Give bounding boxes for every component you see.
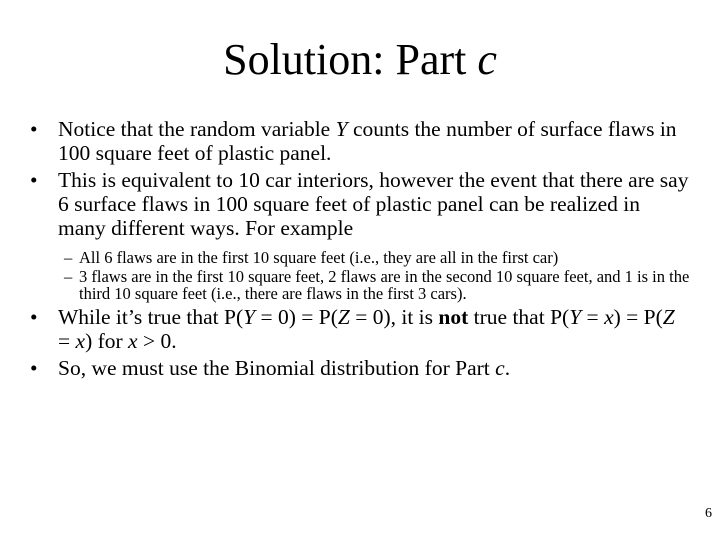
bullet-text: = 0) = P( bbox=[255, 304, 338, 329]
title-text: Solution: Part bbox=[223, 35, 478, 84]
bullet-text: ) for bbox=[85, 328, 129, 353]
variable-z: Z bbox=[662, 304, 675, 329]
bullet-text: This is equivalent to 10 car interiors, however the event that there are say 6 surface flaws in 100 square feet of plastic panel can be realized in many different ways. For example bbox=[58, 168, 689, 240]
variable-x: x bbox=[128, 328, 138, 353]
bullet-text: = bbox=[581, 304, 605, 329]
bullet-text: Notice that the random variable bbox=[58, 117, 336, 141]
bullet-text: . bbox=[504, 355, 511, 380]
bullet-item bbox=[30, 305, 692, 353]
bullet-text: While it’s true that P( bbox=[58, 304, 244, 329]
bullet-text: ) = P( bbox=[613, 304, 663, 329]
sub-bullet-list bbox=[30, 249, 692, 303]
sub-bullet-text: All 6 flaws are in the first 10 square feet (i.e., they are all in the first car) bbox=[79, 248, 559, 267]
bullet-text: true that P( bbox=[468, 304, 570, 329]
dash-marker: – bbox=[64, 266, 73, 286]
variable-z: Z bbox=[337, 304, 350, 329]
variable-y: Y bbox=[335, 117, 348, 141]
sub-bullet-text: 3 flaws are in the first 10 square feet, 2 flaws are in the second 10 square feet, and 1 is in the third 10 square feet (i.e., there are flaws in the first 3 cars). bbox=[79, 266, 690, 304]
bullet-marker: • bbox=[30, 168, 38, 192]
sub-bullet-item bbox=[30, 249, 692, 267]
bullet-text: So, we must use the Binomial distribution for Part bbox=[58, 355, 496, 380]
dash-marker: – bbox=[64, 248, 73, 267]
sub-bullet-item bbox=[30, 268, 692, 303]
title-part-letter: c bbox=[477, 35, 497, 84]
bullet-text: = 0), it is bbox=[349, 304, 439, 329]
bullet-item bbox=[30, 168, 692, 240]
bullet-marker: • bbox=[30, 355, 38, 380]
bullet-marker: • bbox=[30, 117, 38, 141]
part-letter: c bbox=[495, 355, 505, 380]
bullet-item bbox=[30, 117, 692, 165]
slide-title bbox=[0, 34, 720, 86]
variable-x: x bbox=[604, 304, 614, 329]
bold-not: not bbox=[438, 304, 469, 329]
slide-body bbox=[30, 117, 692, 383]
variable-x: x bbox=[75, 328, 86, 353]
page-number: 6 bbox=[705, 506, 712, 521]
bullet-marker: • bbox=[30, 304, 38, 329]
bullet-item bbox=[30, 356, 692, 380]
variable-y: Y bbox=[569, 304, 582, 329]
bullet-text: = bbox=[58, 328, 76, 353]
bullet-text: counts the number of surface flaws in 100 square feet of plastic panel. bbox=[58, 117, 677, 165]
variable-y: Y bbox=[243, 304, 256, 329]
bullet-text: > 0. bbox=[137, 328, 177, 353]
